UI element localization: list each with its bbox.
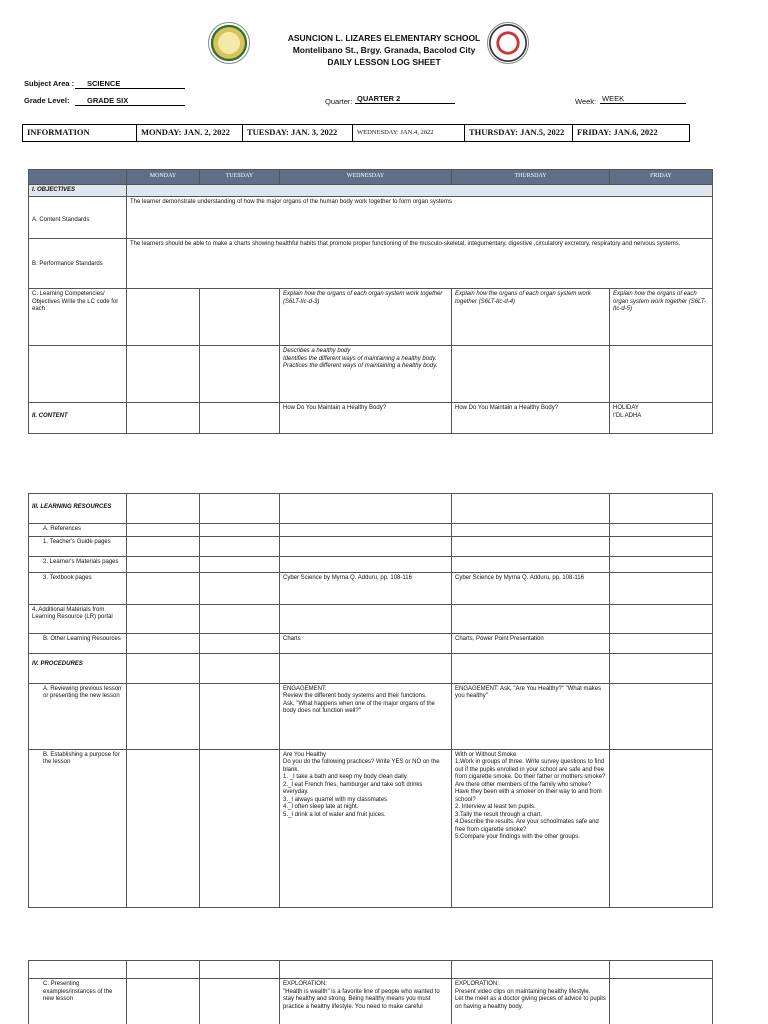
textbook-thursday: Cyber Science by Myrna Q. Adduru, pp. 108-116 [452,572,610,604]
purpose-thursday: With or Without Smoke 1.Work in groups of three. Write survey questions to find out if the pupils enrolled in your school are safe and free from cigarette smoke. Do their father or mothers smoke? Are there other members of the family who smoke? Have they been with a smoker on their way to and from school? 2. Interview at least ten pupils. 3.Tally the result through a chart. 4.Describe the results. Are your schoolmates safe and free from cigarette smoke? 5.Compare your findings with the other groups. [452,749,610,907]
col-header-friday: FRIDAY [610,170,713,185]
purpose-wednesday: Are You Healthy Do you do the following practices? Write YES or NO on the blank. 1. _I take a bath and keep my body clean daily. 2._I eat French fries, hamburger and take soft drinks everyday. 3._I always quarrel with my classmates 4._I often sleep late at night. 5._I drink a lot of water and fruit juices. [280,749,452,907]
objectives-table [28,169,713,434]
week-label: Week: [575,97,597,106]
content-friday: HOLIDAY I'DL ADHA [610,403,713,434]
procedures-heading: IV. PROCEDURES [29,653,127,683]
col-header-blank [29,170,127,185]
col-header-wednesday: WEDNESDAY [280,170,452,185]
school-name: ASUNCION L. LIZARES ELEMENTARY SCHOOL [287,33,481,43]
quarter-value: QUARTER 2 [355,94,455,104]
teachers-guide-label: 1. Teacher's Guide pages [29,536,127,556]
learners-materials-label: 2. Learner's Materials pages [29,556,127,572]
other-resources-label: B. Other Learning Resources [29,633,127,653]
reviewing-wednesday: ENGAGEMENT: Review the different body systems and their functions. Ask, "What happens when one of the major organs of the body does not function well?" [280,683,452,749]
wednesday-date: WEDNESDAY: JAN.4, 2022 [353,125,465,141]
references-label: A. References [29,524,127,537]
objectives-heading: I. OBJECTIVES [29,184,127,197]
col-header-monday: MONDAY [127,170,200,185]
subject-value: SCIENCE [75,79,185,89]
content-wednesday: How Do You Maintain a Healthy Body? [280,403,452,434]
performance-standards-label: B. Performance Standards [29,239,127,289]
additional-materials-label: 4. Additional Materials from Learning Resource (LR) portal [29,604,127,633]
content-standards-label: A. Content Standards [29,197,127,239]
learning-resources-heading: III. LEARNING RESOURCES [29,494,127,524]
week-value: WEEK [600,94,686,104]
tuesday-date: TUESDAY: JAN. 3, 2022 [243,125,353,141]
quarter-label: Quarter: [325,97,353,106]
other-resources-thursday: Charts, Power Point Presentation [452,633,610,653]
content-thursday: How Do You Maintain a Healthy Body? [452,403,610,434]
resources-procedures-table [28,493,713,908]
other-resources-wednesday: Charts [280,633,452,653]
presenting-examples-label: C. Presenting examples/instances of the new lesson [29,979,127,1024]
objectives-wednesday: Describes a healthy body Identifies the different ways of maintaining a healthy body. Practices the different ways of maintaining a healthy body. [280,346,452,403]
reviewing-label: A. Reviewing previous lesson or presenting the new lesson [29,683,127,749]
lc-wednesday: Explain how the organs of each organ system work together (S6LT-IIc-d-3) [280,289,452,346]
learning-competencies-label: C. Learning Competencies/ Objectives Write the LC code for each [29,289,127,346]
content-heading: II. CONTENT [29,403,127,434]
friday-date: FRIDAY: JAN.6, 2022 [577,127,658,137]
monday-date: MONDAY: JAN. 2, 2022 [137,125,243,141]
presenting-wednesday: EXPLORATION: "Health is wealth" is a favorite line of people who wanted to stay healthy and strong. Being healthy means you must practice a healthy lifestyle. You need to make careful [280,979,452,1024]
school-address: Montelibano St., Brgy. Granada, Bacolod City [292,45,476,55]
info-cell: INFORMATION [23,125,137,141]
grade-value: GRADE SIX [75,96,185,106]
presenting-thursday: EXPLORATION: Present video clips on maintaining healthy lifestyle. Let the meet as a doctor giving pieces of advice to pupils on having a healthy body. [452,979,610,1024]
reviewing-thursday: ENGAGEMENT: Ask, "Are You Healthy?" "What makes you healthy" [452,683,610,749]
purpose-label: B. Establishing a purpose for the lesson [29,749,127,907]
content-standards-text: The learner demonstrate understanding of how the major organs of the human body work together to form organ systems [127,197,713,239]
lc-thursday: Explain how the organs of each organ system work together (S6LT-IIc-d-4) [452,289,610,346]
presentation-table [28,960,713,1024]
textbook-wednesday: Cyber Science by Myrna Q. Adduru, pp. 108-116 [280,572,452,604]
day-header-row [22,124,690,142]
performance-standards-text: The learners should be able to make a charts showing healthful habits that promote proper functioning of the musculo-skeletal, integumentary, digestive ,circulatory excretory, respiratory and nervous systems. [127,239,713,289]
col-header-thursday: THURSDAY [452,170,610,185]
col-header-tuesday: TUESDAY [200,170,280,185]
page-title: DAILY LESSON LOG SHEET [327,57,441,67]
thursday-date: THURSDAY: JAN.5, 2022 [465,125,573,141]
textbook-label: 3. Textbook pages [29,572,127,604]
subject-label: Subject Area : [24,79,75,88]
lc-friday: Explain how the organs of each organ system work together (S6LT-IIc-d-5) [610,289,713,346]
grade-label: Grade Level: [24,96,70,105]
